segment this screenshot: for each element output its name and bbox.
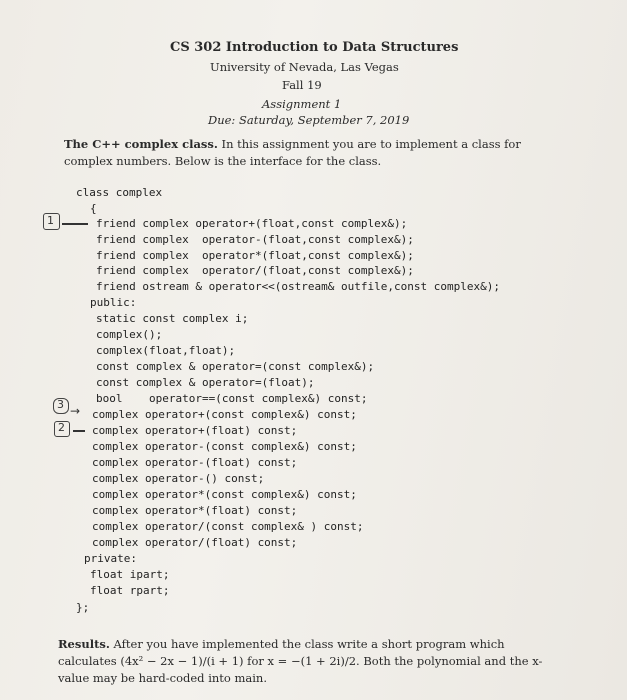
code-line: bool operator==(const complex&) const; [96,392,368,405]
code-line: complex(float,float); [96,344,236,357]
due-date: Due: Saturday, September 7, 2019 [208,113,410,127]
code-line: complex operator-(const complex&) const; [92,440,357,453]
intro-paragraph [64,136,542,170]
annotation-dash [62,223,88,225]
code-line: const complex & operator=(const complex&); [96,360,375,373]
code-line: class complex [76,186,163,199]
code-line: friend complex operator+(float,const complex&); [96,217,408,230]
code-line: complex(); [96,328,163,341]
results-paragraph [58,636,558,687]
code-line: float rpart; [90,584,170,597]
code-line: static const complex i; [96,312,249,325]
annotation-mark: 1 [47,214,54,227]
annotation-mark: 2 [58,421,65,434]
university: University of Nevada, Las Vegas [210,60,399,74]
code-line: complex operator+(float) const; [92,424,298,437]
results-heading: Results. [58,637,110,651]
code-line: complex operator/(float) const; [92,536,298,549]
code-line: }; [76,601,90,614]
code-line: { [90,202,97,215]
course-title: CS 302 Introduction to Data Structures [170,40,459,55]
assignment-label: Assignment 1 [262,97,342,111]
intro-heading: The C++ complex class. [64,137,218,151]
code-line: complex operator*(float) const; [92,504,298,517]
code-line: complex operator/(const complex& ) const; [92,520,364,533]
code-line: private: [84,552,137,565]
term: Fall 19 [282,78,322,92]
code-line: friend ostream & operator<<(ostream& outfile,const complex&); [96,280,500,293]
code-line: complex operator-(float) const; [92,456,298,469]
code-line: complex operator+(const complex&) const; [92,408,357,421]
arrow-icon: → [70,404,81,418]
code-line: const complex & operator=(float); [96,376,315,389]
annotation-mark: 3 [57,398,64,411]
code-line: complex operator-() const; [92,472,265,485]
code-line: float ipart; [90,568,170,581]
intro-text: In this assignment you are to implement a class for complex numbers. Below is the interface for the class. [64,137,521,168]
code-line: friend complex operator-(float,const complex&); [96,233,414,246]
code-line: complex operator*(const complex&) const; [92,488,357,501]
results-text: After you have implemented the class write a short program which calculates (4x² − 2x − 1)/(i + 1) for x = −(1 + 2i)/2. Both the polynomial and the x-value may be hard-coded into main. [58,637,543,685]
code-line: friend complex operator*(float,const complex&); [96,249,414,262]
annotation-dash [73,430,85,432]
code-line: friend complex operator/(float,const complex&); [96,264,414,277]
code-line: public: [90,296,137,309]
